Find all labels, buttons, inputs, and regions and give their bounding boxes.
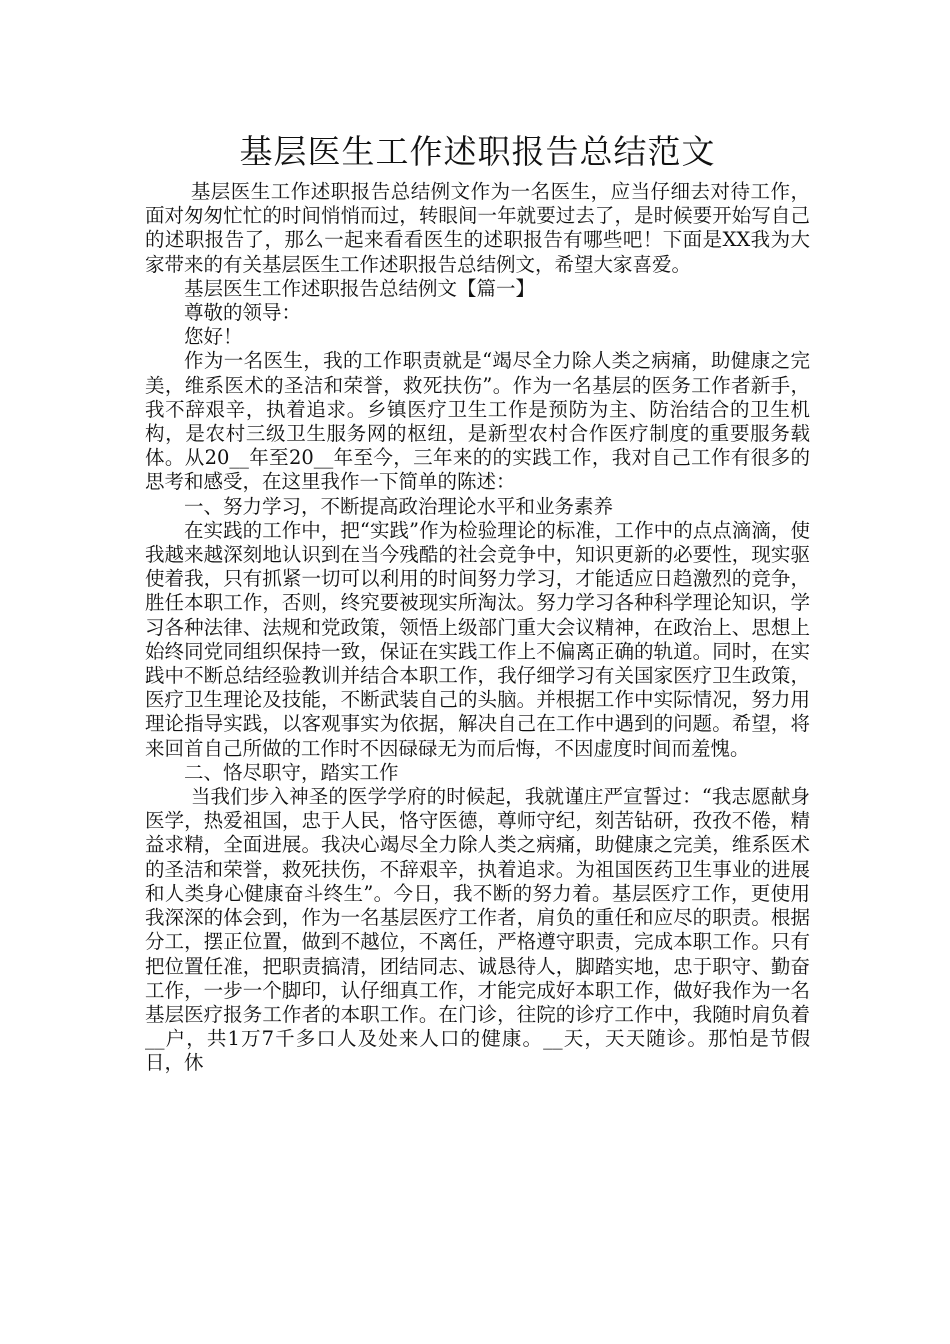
paragraph-duties: 作为一名医生，我的工作职责就是“竭尽全力除人类之病痛，助健康之完美，维系医术的圣洁和荣誉，救死扶伤”。作为一名基层的医务工作者新手，我不辞艰辛，执着追求。乡镇医疗卫生工作是预防为主、防治结合的卫生机构，是农村三级卫生服务网的枢纽，是新型农村合作医疗制度的重要服务载体。从20__年至20__年至今，三年来的的实践工作，我对自己工作有很多的思考和感受，在这里我作一下简单的陈述：	[145, 349, 810, 494]
paragraph-intro: 基层医生工作述职报告总结例文作为一名医生，应当仔细去对待工作，面对匆匆忙忙的时间悄悄而过，转眼间一年就要过去了，是时候要开始写自己的述职报告了，那么一起来看看医生的述职报告有哪些吧！下面是XX我为大家带来的有关基层医生工作述职报告总结例文，希望大家喜爱。	[145, 180, 810, 276]
paragraph-work: 当我们步入神圣的医学学府的时候起，我就谨庄严宣誓过：“我志愿献身医学，热爱祖国，忠于人民，恪守医德，尊师守纪，刻苦钻研，孜孜不倦，精益求精，全面进展。我决心竭尽全力除人类之病痛，助健康之完美，维系医术的圣洁和荣誉，救死扶伤，不辞艰辛，执着追求。为祖国医药卫生事业的进展和人类身心健康奋斗终生”。今日，我不断的努力着。基层医疗工作，更使用我深深的体会到，作为一名基层医疗工作者，肩负的重任和应尽的职责。根据分工，摆正位置，做到不越位，不离任，严格遵守职责，完成本职工作。只有把位置任准，把职责搞清，团结同志、诚恳待人，脚踏实地，忠于职守、勤奋工作，一步一个脚印，认仔细真工作，才能完成好本职工作，做好我作为一名基层医疗报务工作者的本职工作。在门诊，往院的诊疗工作中，我随时肩负着__户，共1万7千多口人及处来人口的健康。__天，天天随诊。那怕是节假日，休	[145, 785, 810, 1075]
section-heading-part-one: 基层医生工作述职报告总结例文【篇一】	[184, 276, 536, 300]
section-heading-study: 一、努力学习，不断提高政治理论水平和业务素养	[184, 494, 614, 518]
document-page	[145, 128, 810, 1076]
section-heading-work: 二、恪尽职守，踏实工作	[184, 760, 399, 784]
greeting: 您好！	[184, 325, 243, 349]
salutation: 尊敬的领导：	[184, 301, 302, 325]
document-title: 基层医生工作述职报告总结范文	[239, 132, 716, 171]
paragraph-study: 在实践的工作中，把“实践”作为检验理论的标准，工作中的点点滴滴，使我越来越深刻地认识到在当今残酷的社会竞争中，知识更新的必要性，现实驱使着我，只有抓紧一切可以利用的时间努力学习，才能适应日趋激烈的竞争，胜任本职工作，否则，终究要被现实所淘汰。努力学习各种科学理论知识，学习各种法律、法规和党政策，领悟上级部门重大会议精神，在政治上、思想上始终同党同组织保持一致，保证在实践工作上不偏离正确的轨道。同时，在实践中不断总结经验教训并结合本职工作，我仔细学习有关国家医疗卫生政策，医疗卫生理论及技能，不断武装自己的头脑。并根据工作中实际情况，努力用理论指导实践，以客观事实为依据，解决自己在工作中遇到的问题。希望，将来回首自己所做的工作时不因碌碌无为而后悔，不因虚度时间而羞愧。	[145, 518, 810, 760]
